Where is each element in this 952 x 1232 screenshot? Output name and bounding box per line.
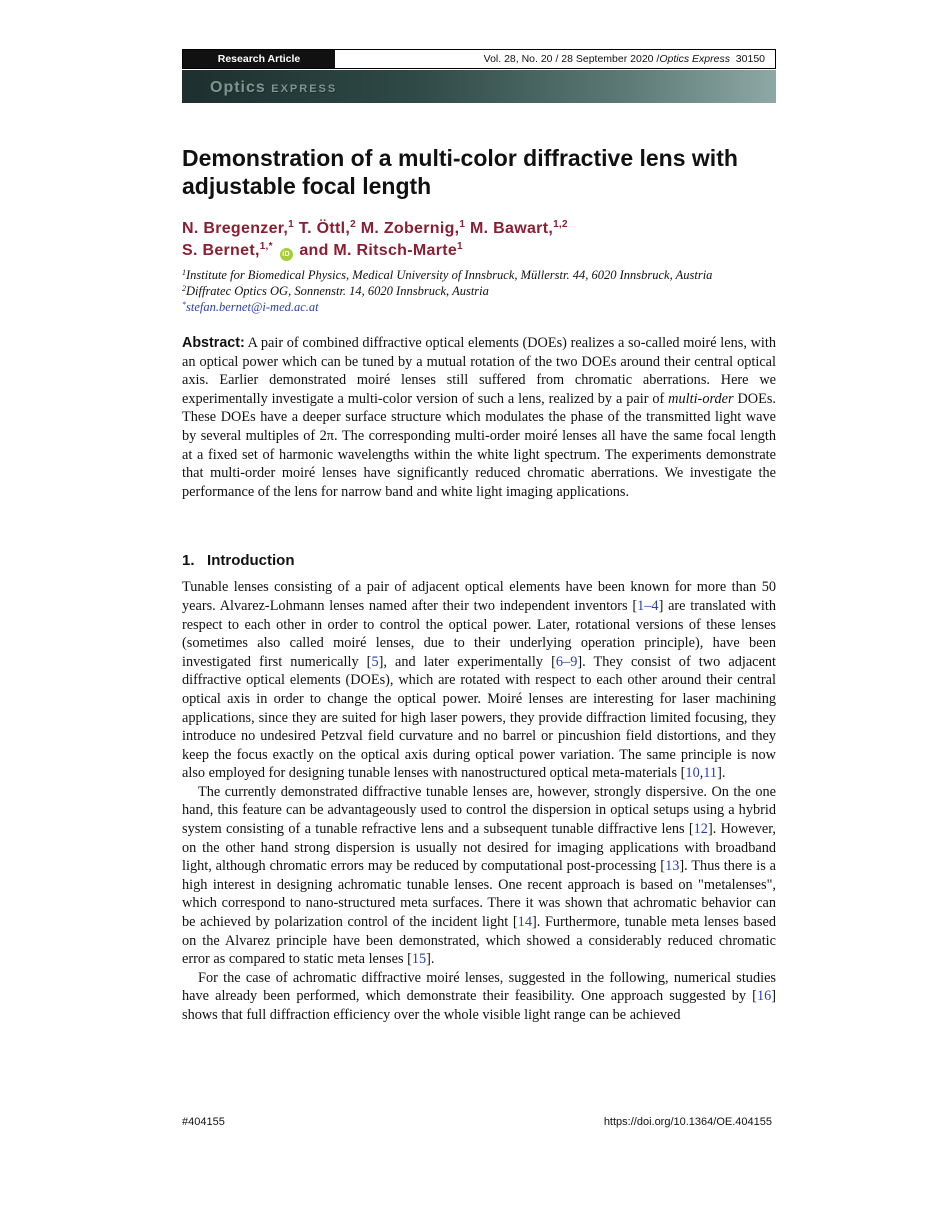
paper-page	[182, 49, 776, 1025]
manuscript-id: #404155	[182, 1116, 225, 1128]
page-footer	[182, 1116, 772, 1128]
paragraph-text: For the case of achromatic diffractive moiré lenses, suggested in the following, numerical studies have already been performed, which demonstrate their feasibility. One approach suggested by [	[182, 969, 776, 1005]
author: N. Bregenzer,	[182, 220, 289, 237]
citation-link[interactable]: 11	[703, 765, 718, 782]
author: S. Bernet,	[182, 242, 260, 259]
affiliation-2: $^2$Diffratec Optics OG, Sonnenstr. 14, 6020 Innsbruck, Austria	[182, 284, 489, 298]
paragraph	[182, 969, 776, 1025]
paragraph-text: ]. They consist of two adjacent diffractive optical elements (DOEs), which are rotated with respect to each other around their central optical axis in order to change the optical power. Moiré lenses are interesting for laser machining applications, since they are suited for high laser powers, they provide diffraction limited focusing, they introduce no undesired Petzval field curvature and no barrel or pincushion field distortions, and they keep the focus exactly on the optical axis during optical power variation. The same principle is now also employed for designing tunable lenses with nanostructured optical meta-materials [	[182, 653, 776, 782]
journal-logo: Optics EXPRESS	[210, 79, 338, 96]
doi-link[interactable]: https://doi.org/10.1364/OE.404155	[603, 1116, 772, 1128]
paragraph-text: ]. Furthermore, tunable meta lenses based on the Alvarez principle have been demonstrated, which showed a considerably reduced chromatic error as compared to static meta lenses [	[182, 914, 776, 968]
orcid-icon[interactable]: iD	[280, 248, 293, 261]
author: M. Zobernig,	[360, 220, 460, 237]
author: M. Bawart,	[470, 220, 554, 237]
author: T. Öttl,	[298, 220, 351, 237]
citation-link[interactable]: 14	[517, 914, 532, 931]
article-type-label: Research Article	[183, 50, 335, 68]
citation-link[interactable]: 10	[685, 765, 700, 782]
citation-link[interactable]: 5	[371, 653, 379, 670]
journal-header-bar	[182, 49, 776, 69]
paragraph-text: ].	[426, 951, 435, 968]
page-number: 30150	[735, 53, 765, 65]
citation-link[interactable]: 13	[665, 858, 680, 875]
citation-volume: Vol. 28, No. 20 / 28 September 2020 /	[483, 53, 660, 65]
citation-line	[335, 50, 775, 68]
paragraph-text: ]. However, on the other hand strong dispersion is usually not desired for imaging applications with broadband light, although chromatic errors may be reduced by computational post-processing [	[182, 821, 776, 875]
abstract: Abstract: A pair of combined diffractive optical elements (DOEs) realizes a so-called moiré lens, with an optical power which can be tuned by a mutual rotation of the two DOEs around their central optical axis. Earlier demonstrated moiré lenses still suffered from chromatic aberrations. Here we experimentally investigate a multi-color version of such a lens, realized by a pair of multi-order DOEs. These DOEs have a deeper surface structure which modulates the phase of the transmitted light wave by several multiples of 2π. The corresponding multi-order moiré lenses all have the same focal length at a fixed set of harmonic wavelengths within the white light spectrum. The experiments demonstrate that multi-order moiré lenses have significantly reduced chromatic aberrations. We investigate the performance of the lens for narrow band and white light imaging applications.	[182, 335, 776, 500]
paper-title: Demonstration of a multi-color diffractive lens with adjustable focal length	[182, 145, 738, 199]
paragraph-text: ]. Thus there is a high interest in designing achromatic tunable lenses. One recent approach is based on "metalenses", which correspond to nano-structured meta surfaces. There it was shown that achromatic behavior can be achieved by polarization control of the incident light [	[182, 858, 777, 931]
citation-link[interactable]: 16	[756, 988, 772, 1005]
introduction-body	[182, 578, 776, 1024]
author: and M. Ritsch-Marte	[299, 242, 458, 259]
paragraph-text: ].	[717, 765, 726, 782]
citation-link[interactable]: 6–9	[555, 653, 578, 670]
paragraph-text: ] are translated with respect to each other in order to control the optical power. Later, rotational versions of these lenses (sometimes also called moiré lenses, due to their underlying operation principle), have been investigated first numerically [	[182, 597, 776, 670]
author-list: N. Bregenzer,$^1$ T. Öttl,$^2$ M. Zobernig,$^1$ M. Bawart,$^{1,2}$ S. Bernet,$^{1,*}$ iD and M. Ritsch-Marte$^1$	[182, 219, 568, 259]
corresponding-email[interactable]: *stefan.bernet@i-med.ac.at	[182, 300, 319, 314]
paragraph	[182, 578, 776, 783]
abstract-label: Abstract:	[182, 335, 245, 351]
affiliation-1: $^1$Institute for Biomedical Physics, Medical University of Innsbruck, Müllerstr. 44, 6020 Innsbruck, Austria	[182, 268, 713, 282]
paragraph-text: The currently demonstrated diffractive tunable lenses are, however, strongly dispersive. On the one hand, this feature can be advantageously used to control the dispersion in optical setups using a hybrid system consisting of a tunable refractive lens and a subsequent tunable diffractive lens [	[182, 783, 776, 838]
paragraph	[182, 783, 776, 969]
citation-link[interactable]: 1–4	[637, 597, 659, 614]
paragraph-text: ] shows that full diffraction efficiency over the whole visible light range can be achieved	[182, 988, 776, 1023]
journal-banner	[182, 70, 776, 103]
journal-name: Optics Express	[659, 53, 730, 65]
paragraph-text: ,	[699, 765, 704, 782]
affiliations	[182, 267, 776, 315]
paragraph-text: Tunable lenses consisting of a pair of adjacent optical elements have been known for more than 50 years. Alvarez-Lohmann lenses named after their two independent inventors [	[182, 579, 776, 614]
citation-link[interactable]: 12	[693, 821, 708, 838]
citation-link[interactable]: 15	[411, 951, 427, 968]
paragraph-text: ], and later experimentally [	[378, 653, 556, 670]
section-heading: 1. Introduction	[182, 552, 295, 570]
